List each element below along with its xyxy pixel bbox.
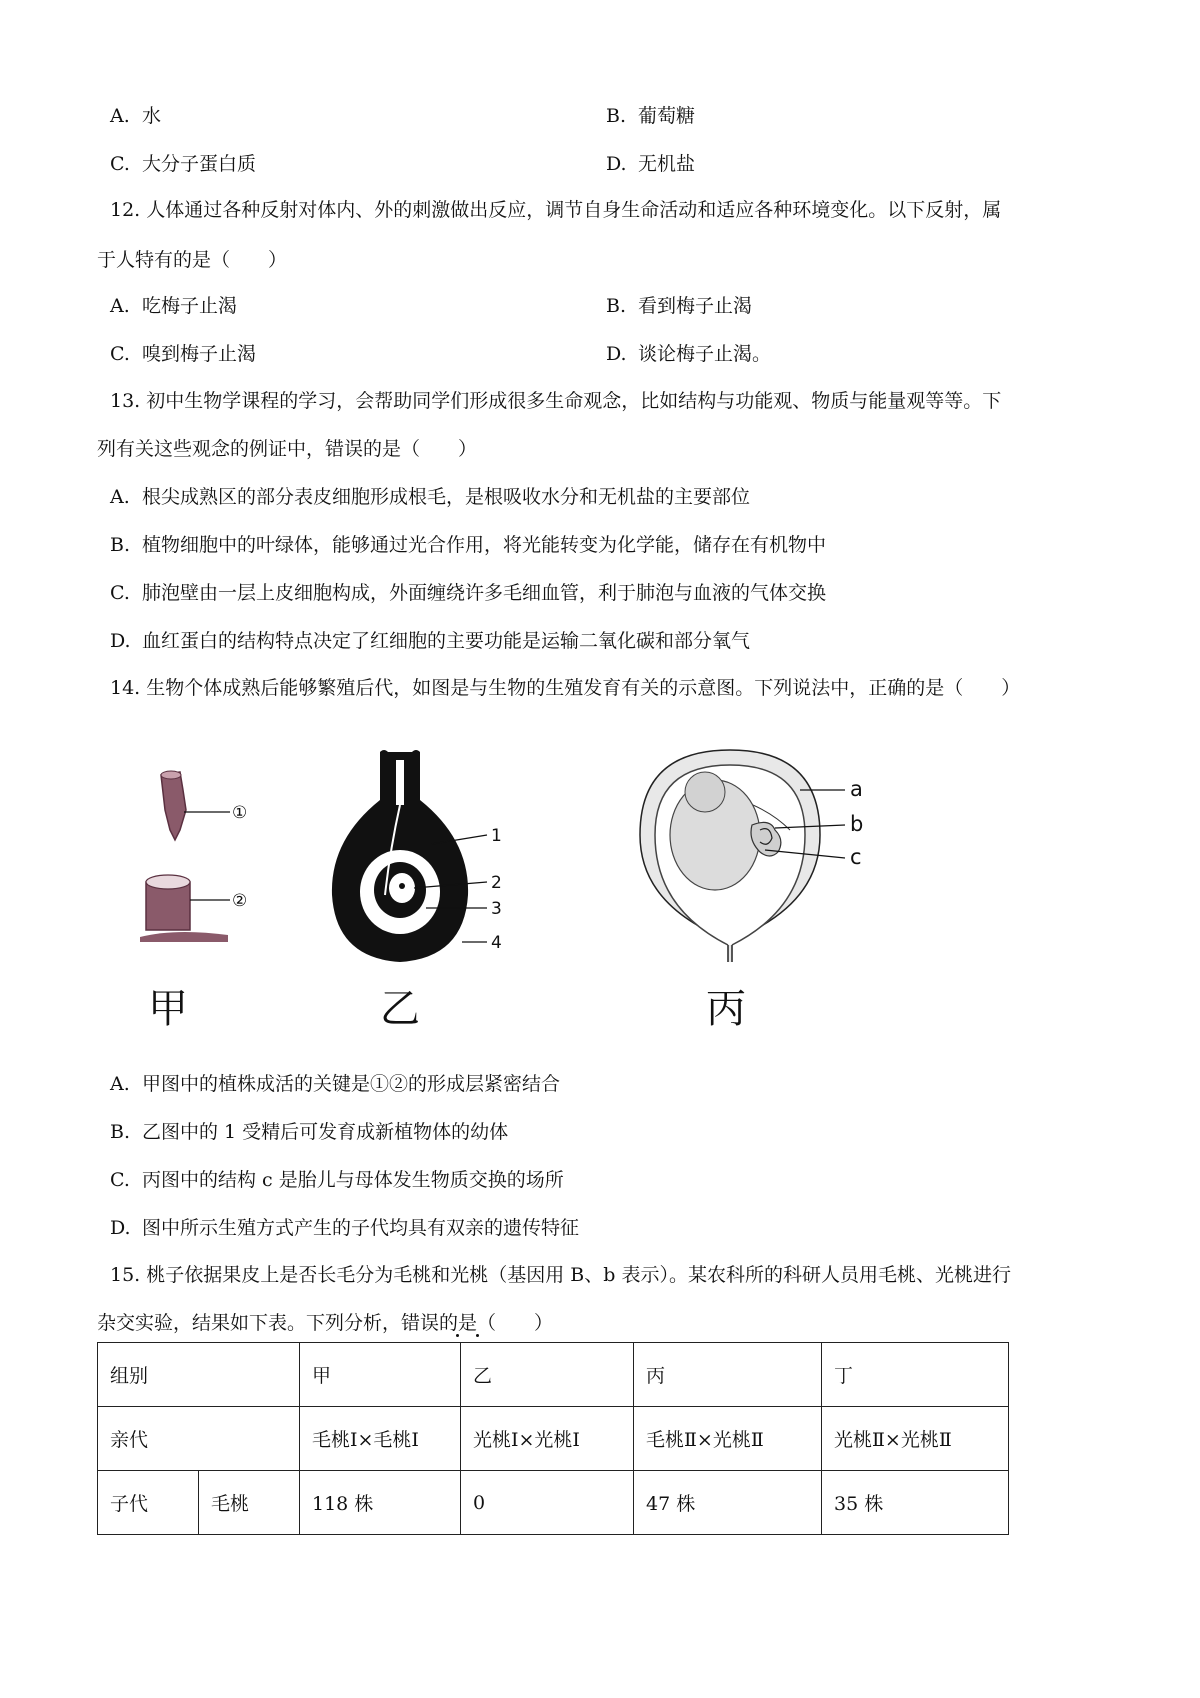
q12-option-b xyxy=(606,293,752,319)
option-letter: A. xyxy=(110,1073,130,1095)
grafting-diagram xyxy=(140,771,247,942)
q13-stem-line2: 列有关这些观念的例证中，错误的是（ ） xyxy=(97,438,478,460)
q13-option-c xyxy=(110,580,826,606)
option-text: 看到梅子止渴 xyxy=(638,295,753,317)
table-cell: 47 株 xyxy=(634,1471,822,1535)
uterus-diagram xyxy=(640,750,863,962)
mark-3: 3 xyxy=(491,899,502,919)
option-text: 无机盐 xyxy=(638,153,696,175)
table-cell: 毛桃Ⅰ×毛桃Ⅰ xyxy=(300,1407,461,1471)
option-text: 图中所示生殖方式产生的子代均具有双亲的遗传特征 xyxy=(142,1217,580,1239)
q12-stem-line2: 于人特有的是（ ） xyxy=(97,249,288,271)
q12-stem-line1: 12. 人体通过各种反射对体内、外的刺激做出反应，调节自身生命活动和适应各种环境变化。以下反射，属 xyxy=(110,199,1002,221)
table-cell: 丙 xyxy=(634,1343,822,1407)
table-cell: 组别 xyxy=(98,1343,300,1407)
figure-label-bing: 丙 xyxy=(706,986,746,1032)
emphasis-dot xyxy=(456,1334,459,1337)
mark-b: b xyxy=(850,812,864,836)
mark-1: 1 xyxy=(491,826,502,846)
table-cell: 0 xyxy=(461,1471,634,1535)
q13-option-d xyxy=(110,628,750,654)
option-letter: A. xyxy=(110,295,130,317)
table-cell: 甲 xyxy=(300,1343,461,1407)
option-letter: B. xyxy=(606,105,627,127)
table-cell: 乙 xyxy=(461,1343,634,1407)
table-cell: 丁 xyxy=(822,1343,1009,1407)
mark-a: a xyxy=(850,777,863,801)
table-cell: 子代 xyxy=(98,1471,199,1535)
mark-2: 2 xyxy=(491,873,502,893)
option-text: 甲图中的植株成活的关键是①②的形成层紧密结合 xyxy=(142,1073,561,1095)
option-text: 葡萄糖 xyxy=(638,105,696,127)
option-letter: C. xyxy=(110,343,130,365)
option-letter: C. xyxy=(110,1169,130,1191)
q13-option-a xyxy=(110,484,750,510)
table-cell: 光桃Ⅱ×光桃Ⅱ xyxy=(822,1407,1009,1471)
q14-option-b xyxy=(110,1119,508,1145)
q15-stem-line1: 15. 桃子依据果皮上是否长毛分为毛桃和光桃（基因用 B、b 表示）。某农科所的科研人员用毛桃、光桃进行 xyxy=(110,1264,1011,1286)
ovary-diagram xyxy=(332,750,502,962)
table-cell: 亲代 xyxy=(98,1407,300,1471)
option-letter: B. xyxy=(110,534,131,556)
option-letter: A. xyxy=(110,486,130,508)
option-letter: B. xyxy=(606,295,627,317)
q11-option-c xyxy=(110,151,256,177)
q15-stem-line2: 杂交实验，结果如下表。下列分析，错误的是（ ） xyxy=(97,1312,554,1334)
emphasis-dot xyxy=(476,1334,479,1337)
q12-option-c xyxy=(110,341,256,367)
option-text: 谈论梅子止渴。 xyxy=(638,343,772,365)
option-letter: D. xyxy=(110,1217,131,1239)
option-letter: B. xyxy=(110,1121,131,1143)
option-letter: C. xyxy=(110,582,130,604)
option-text: 肺泡壁由一层上皮细胞构成，外面缠绕许多毛细血管，利于肺泡与血液的气体交换 xyxy=(142,582,827,604)
q12-option-d xyxy=(606,341,771,367)
table-row xyxy=(98,1407,1009,1471)
table-row xyxy=(98,1471,1009,1535)
table-cell: 35 株 xyxy=(822,1471,1009,1535)
table-cell: 118 株 xyxy=(300,1471,461,1535)
figure-label-yi: 乙 xyxy=(380,986,420,1032)
option-text: 乙图中的 1 受精后可发育成新植物体的幼体 xyxy=(142,1121,509,1143)
q11-option-a xyxy=(110,103,161,129)
figure-label-jia: 甲 xyxy=(148,986,188,1032)
option-text: 根尖成熟区的部分表皮细胞形成根毛，是根吸收水分和无机盐的主要部位 xyxy=(142,486,751,508)
mark-4: 4 xyxy=(491,933,502,953)
table-row xyxy=(98,1343,1009,1407)
q14-option-c xyxy=(110,1167,564,1193)
mark-1: ① xyxy=(232,803,248,823)
option-text: 吃梅子止渴 xyxy=(142,295,238,317)
option-text: 嗅到梅子止渴 xyxy=(142,343,257,365)
q12-option-a xyxy=(110,293,237,319)
option-letter: C. xyxy=(110,153,130,175)
option-text: 水 xyxy=(142,105,162,127)
q11-option-d xyxy=(606,151,695,177)
option-text: 血红蛋白的结构特点决定了红细胞的主要功能是运输二氧化碳和部分氧气 xyxy=(142,630,751,652)
q13-stem-line1: 13. 初中生物学课程的学习，会帮助同学们形成很多生命观念，比如结构与功能观、物质与能量观等等。下 xyxy=(110,390,1002,412)
q13-option-b xyxy=(110,532,826,558)
option-text: 丙图中的结构 c 是胎儿与母体发生物质交换的场所 xyxy=(142,1169,564,1191)
option-letter: D. xyxy=(606,153,627,175)
option-letter: A. xyxy=(110,105,130,127)
mark-c: c xyxy=(850,845,862,869)
q14-option-a xyxy=(110,1071,560,1097)
table-cell: 毛桃Ⅱ×光桃Ⅱ xyxy=(634,1407,822,1471)
table-cell: 光桃Ⅰ×光桃Ⅰ xyxy=(461,1407,634,1471)
q11-option-b xyxy=(606,103,695,129)
table-cell: 毛桃 xyxy=(199,1471,300,1535)
option-text: 大分子蛋白质 xyxy=(142,153,257,175)
mark-2: ② xyxy=(232,891,248,911)
q14-stem-line1: 14. 生物个体成熟后能够繁殖后代，如图是与生物的生殖发育有关的示意图。下列说法中，正确的是（ ） xyxy=(110,677,1021,699)
option-letter: D. xyxy=(606,343,627,365)
q14-option-d xyxy=(110,1215,579,1241)
results-table xyxy=(97,1342,1009,1535)
option-letter: D. xyxy=(110,630,131,652)
option-text: 植物细胞中的叶绿体，能够通过光合作用，将光能转变为化学能，储存在有机物中 xyxy=(142,534,827,556)
